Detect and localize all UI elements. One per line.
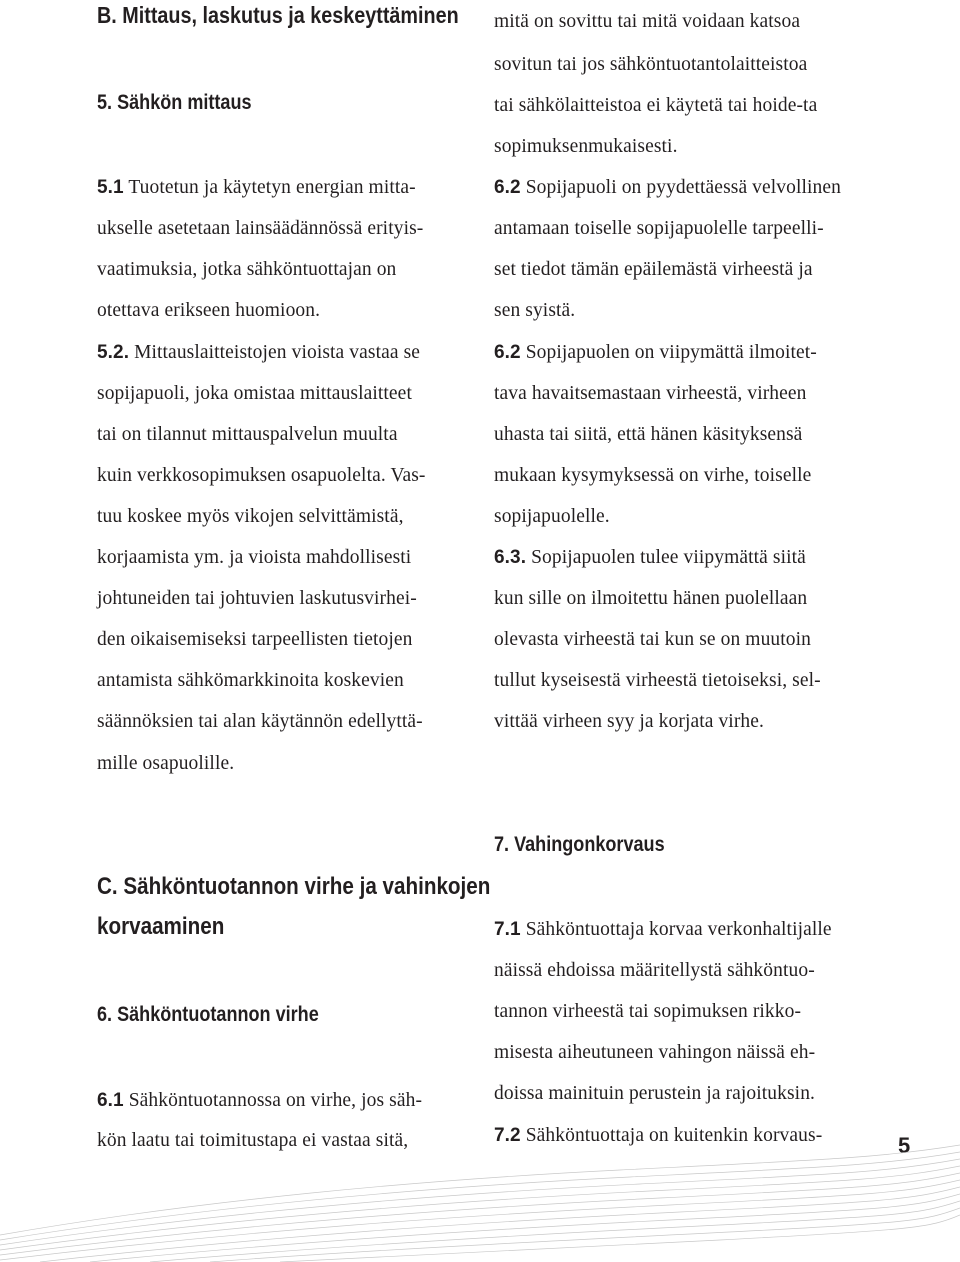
text-line: johtuneiden tai johtuvien laskutusvirhei- [97, 588, 417, 609]
text-line: kun sille on ilmoitettu hänen puolellaan [494, 588, 808, 609]
text-line: tava havaitsemastaan virheestä, virheen [494, 383, 807, 404]
section-b-heading: B. Mittaus, laskutus ja keskeyttäminen [97, 2, 459, 28]
text-line: mukaan kysymyksessä on virhe, toiselle [494, 465, 812, 486]
text-line: olevasta virheestä tai kun se on muutoin [494, 629, 812, 650]
text-line: otettava erikseen huomioon. [97, 300, 321, 321]
text-line: tai sähkölaitteistoa ei käytetä tai hoide-ta [494, 95, 818, 116]
text-line: doissa mainituin perustein ja rajoituksin. [494, 1083, 816, 1104]
clause-number: 7.2 [494, 1125, 521, 1146]
text-line: sopimuksenmukaisesti. [494, 136, 678, 157]
section-5-heading: 5. Sähkön mittaus [97, 91, 252, 114]
text-line: den oikaisemiseksi tarpeellisten tietojen [97, 629, 413, 650]
clause-number: 5.2. [97, 342, 130, 363]
text-line: näissä ehdoissa määritellystä sähköntuo- [494, 960, 815, 981]
page-number: 5 [898, 1133, 911, 1158]
clause-number: 6.3. [494, 547, 527, 568]
text-line: tai on tilannut mittauspalvelun muulta [97, 424, 398, 445]
text-line: kön laatu tai toimitustapa ei vastaa sitä, [97, 1130, 409, 1151]
text-line: sopijapuoli, joka omistaa mittauslaitteet [97, 383, 412, 404]
text-line: set tiedot tämän epäilemästä virheestä ja [494, 259, 813, 280]
clause-number: 7.1 [494, 919, 521, 940]
section-c-heading-line: C. Sähköntuotannon virhe ja vahinkojen [97, 873, 491, 900]
text-line: tuu koskee myös vikojen selvittämistä, [97, 506, 404, 527]
text-line: sopijapuolelle. [494, 506, 610, 527]
text-line: Sopijapuolen on viipymättä ilmoitet- [520, 342, 817, 363]
section-c-heading-line: korvaaminen [97, 913, 225, 940]
text-line: mitä on sovittu tai mitä voidaan katsoa [494, 11, 801, 32]
text-line: vittää virheen syy ja korjata virhe. [494, 711, 765, 732]
text-line: uhasta tai siitä, että hänen käsityksensä [494, 424, 803, 445]
text-line: korjaamista ym. ja vioista mahdollisesti [97, 547, 412, 568]
clause-number: 6.1 [97, 1090, 124, 1111]
text-line: Mittauslaitteistojen vioista vastaa se [129, 342, 421, 363]
text-line: sovitun tai jos sähköntuotantolaitteistoa [494, 54, 808, 75]
text-line: Sähköntuotannossa on virhe, jos säh- [123, 1090, 423, 1111]
text-line: kuin verkkosopimuksen osapuolelta. Vas- [97, 465, 426, 486]
text-line: antamista sähkömarkkinoita koskevien [97, 670, 404, 691]
clause-number: 5.1 [97, 177, 124, 198]
clause-number: 6.2 [494, 342, 521, 363]
text-line: sen syistä. [494, 300, 576, 321]
text-line: tullut kyseisestä virheestä tietoiseksi, sel- [494, 670, 821, 691]
section-7-heading: 7. Vahingonkorvaus [494, 833, 665, 856]
text-line: vaatimuksia, jotka sähköntuottajan on [97, 259, 397, 280]
section-6-heading: 6. Sähköntuotannon virhe [97, 1003, 319, 1026]
text-line: säännöksien tai alan käytännön edellyttä- [97, 711, 423, 732]
text-line: mille osapuolille. [97, 753, 235, 774]
text-line: Sähköntuottaja korvaa verkonhaltijalle [520, 919, 832, 940]
text-line: misesta aiheutuneen vahingon näissä eh- [494, 1042, 816, 1063]
clause-number: 6.2 [494, 177, 521, 198]
text-line: Sopijapuoli on pyydettäessä velvollinen [520, 177, 842, 198]
text-line: Sopijapuolen tulee viipymättä siitä [526, 547, 806, 568]
text-line: Sähköntuottaja on kuitenkin korvaus- [520, 1125, 823, 1146]
text-line: Tuotetun ja käytetyn energian mitta- [123, 177, 416, 198]
text-line: ukselle asetetaan lainsäädännössä erityis- [97, 218, 424, 239]
decorative-wave-pattern [0, 1140, 960, 1262]
text-line: antamaan toiselle sopijapuolelle tarpeelli- [494, 218, 824, 239]
text-line: tannon virheestä tai sopimuksen rikko- [494, 1001, 802, 1022]
